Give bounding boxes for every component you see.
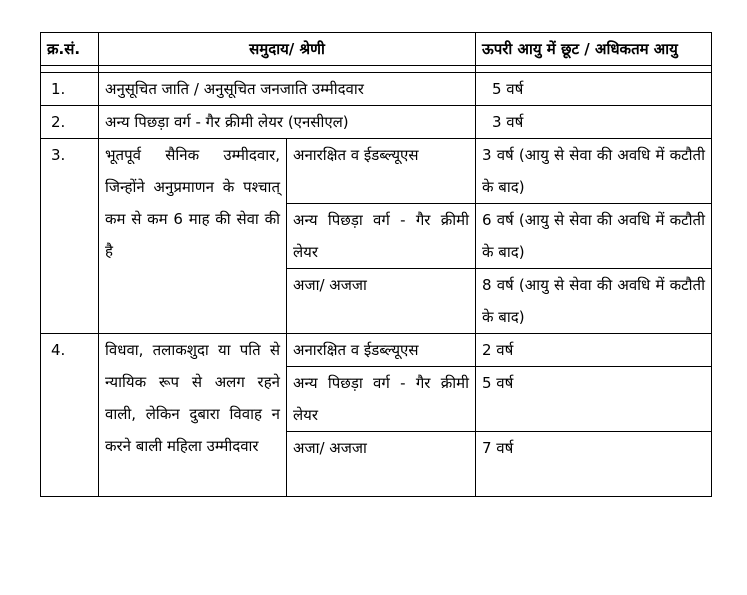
row-3-age-3: 8 वर्ष (आयु से सेवा की अवधि में कटौती के बाद) (476, 269, 712, 334)
row-3-sub-3: अजा/ अजजा (287, 269, 476, 334)
row-2-age: 3 वर्ष (476, 106, 712, 139)
row-3-serial: 3. (41, 139, 99, 334)
row-3-age-2: 6 वर्ष (आयु से सेवा की अवधि में कटौती के बाद) (476, 204, 712, 269)
row-3-category: भूतपूर्व सैनिक उम्मीदवार, जिन्होंने अनुप्रमाणन के पश्चात् कम से कम 6 माह की सेवा की है (99, 139, 287, 334)
row-4-category: विधवा, तलाकशुदा या पति से न्यायिक रूप से अलग रहने वाली, लेकिन दुबारा विवाह न करने बाली महिला उम्मीदवार (99, 334, 287, 497)
table-gap-row (41, 66, 712, 73)
row-4-sub-3: अजा/ अजजा (287, 432, 476, 497)
row-1-serial: 1. (41, 73, 99, 106)
row-4-sub-2: अन्य पिछड़ा वर्ग - गैर क्रीमी लेयर (287, 367, 476, 432)
table-row (41, 106, 712, 139)
row-1-age: 5 वर्ष (476, 73, 712, 106)
row-2-category: अन्य पिछड़ा वर्ग - गैर क्रीमी लेयर (एनसीएल) (99, 106, 476, 139)
header-age: ऊपरी आयु में छूट / अधिकतम आयु (476, 33, 712, 66)
row-4-serial: 4. (41, 334, 99, 497)
row-4-age-2: 5 वर्ष (476, 367, 712, 432)
header-serial: क्र.सं. (41, 33, 99, 66)
age-relaxation-table (40, 32, 712, 497)
row-1-category: अनुसूचित जाति / अनुसूचित जनजाति उम्मीदवार (99, 73, 476, 106)
table-header-row (41, 33, 712, 66)
table-row (41, 139, 712, 204)
table-row (41, 73, 712, 106)
row-3-sub-2: अन्य पिछड़ा वर्ग - गैर क्रीमी लेयर (287, 204, 476, 269)
row-4-age-1: 2 वर्ष (476, 334, 712, 367)
header-category: समुदाय/ श्रेणी (99, 33, 476, 66)
row-2-serial: 2. (41, 106, 99, 139)
row-4-sub-1: अनारक्षित व ईडब्ल्यूएस (287, 334, 476, 367)
row-3-sub-1: अनारक्षित व ईडब्ल्यूएस (287, 139, 476, 204)
row-3-age-1: 3 वर्ष (आयु से सेवा की अवधि में कटौती के बाद) (476, 139, 712, 204)
row-4-age-3: 7 वर्ष (476, 432, 712, 497)
table-row (41, 334, 712, 367)
